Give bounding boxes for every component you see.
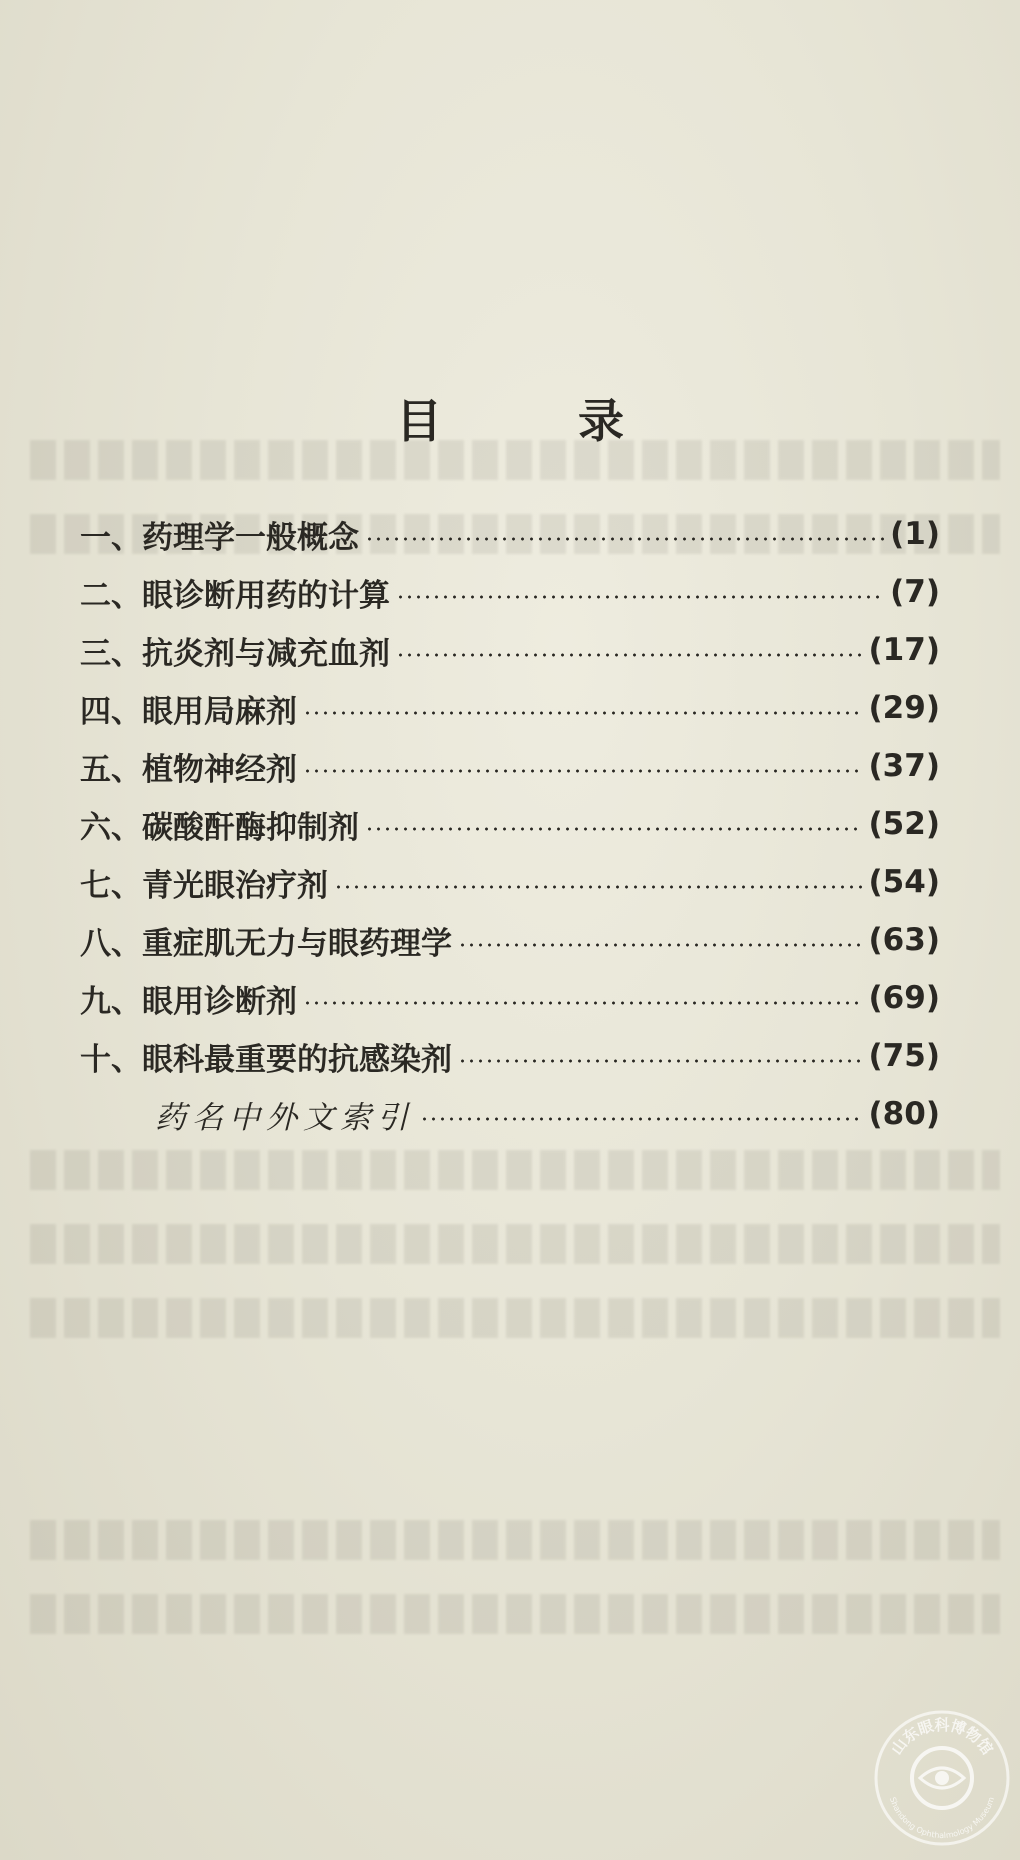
seal-text-en: Shandong Ophthalmology Museum — [887, 1795, 997, 1841]
toc-entry-page: (37) — [868, 748, 940, 784]
dot-leader — [365, 537, 884, 541]
toc-entry-label: 三、抗炎剂与减充血剂 — [80, 635, 390, 672]
dot-leader — [458, 943, 863, 947]
show-through-text — [0, 1520, 1020, 1668]
dot-leader — [303, 769, 863, 773]
museum-seal-watermark — [872, 1708, 1012, 1848]
toc-entry-label: 五、植物神经剂 — [80, 751, 297, 788]
toc-entry — [80, 737, 940, 795]
toc-entry-label: 七、青光眼治疗剂 — [80, 867, 328, 904]
toc-entry-index — [80, 1085, 940, 1143]
toc-entry-label: 药名中外文索引 — [155, 1099, 414, 1136]
toc-entry-page: (52) — [868, 806, 940, 842]
toc-entry-label: 二、眼诊断用药的计算 — [80, 577, 390, 614]
toc-entry — [80, 621, 940, 679]
toc-entry-label: 八、重症肌无力与眼药理学 — [80, 925, 452, 962]
toc-entry-page: (54) — [868, 864, 940, 900]
toc-entry-label: 四、眼用局麻剂 — [80, 693, 297, 730]
dot-leader — [334, 885, 863, 889]
toc-entry-page: (17) — [868, 632, 940, 668]
dot-leader — [420, 1117, 863, 1121]
toc-entry — [80, 911, 940, 969]
dot-leader — [458, 1059, 863, 1063]
toc-entry-page: (7) — [890, 574, 940, 610]
toc-entry-page: (63) — [868, 922, 940, 958]
dot-leader — [396, 653, 863, 657]
toc-entry-label: 九、眼用诊断剂 — [80, 983, 297, 1020]
toc-entry-label: 一、药理学一般概念 — [80, 519, 359, 556]
toc-entry-page: (75) — [868, 1038, 940, 1074]
toc-entry-label: 十、眼科最重要的抗感染剂 — [80, 1041, 452, 1078]
toc-entry — [80, 563, 940, 621]
dot-leader — [303, 711, 863, 715]
toc-entry-page: (29) — [868, 690, 940, 726]
dot-leader — [396, 595, 884, 599]
toc-entry-label: 六、碳酸酐酶抑制剂 — [80, 809, 359, 846]
toc-entry — [80, 969, 940, 1027]
toc-entry — [80, 679, 940, 737]
toc-entry-page: (80) — [868, 1096, 940, 1132]
toc-entry — [80, 1027, 940, 1085]
dot-leader — [303, 1001, 863, 1005]
page-title: 目 录 — [395, 394, 684, 448]
show-through-text — [0, 1150, 1020, 1372]
dot-leader — [365, 827, 863, 831]
toc-entry — [80, 505, 940, 563]
seal-text-cn: 山东眼科博物馆 — [887, 1716, 997, 1759]
toc-entry-page: (1) — [890, 516, 940, 552]
toc-entry — [80, 853, 940, 911]
table-of-contents — [80, 505, 940, 1143]
toc-entry — [80, 795, 940, 853]
toc-entry-page: (69) — [868, 980, 940, 1016]
